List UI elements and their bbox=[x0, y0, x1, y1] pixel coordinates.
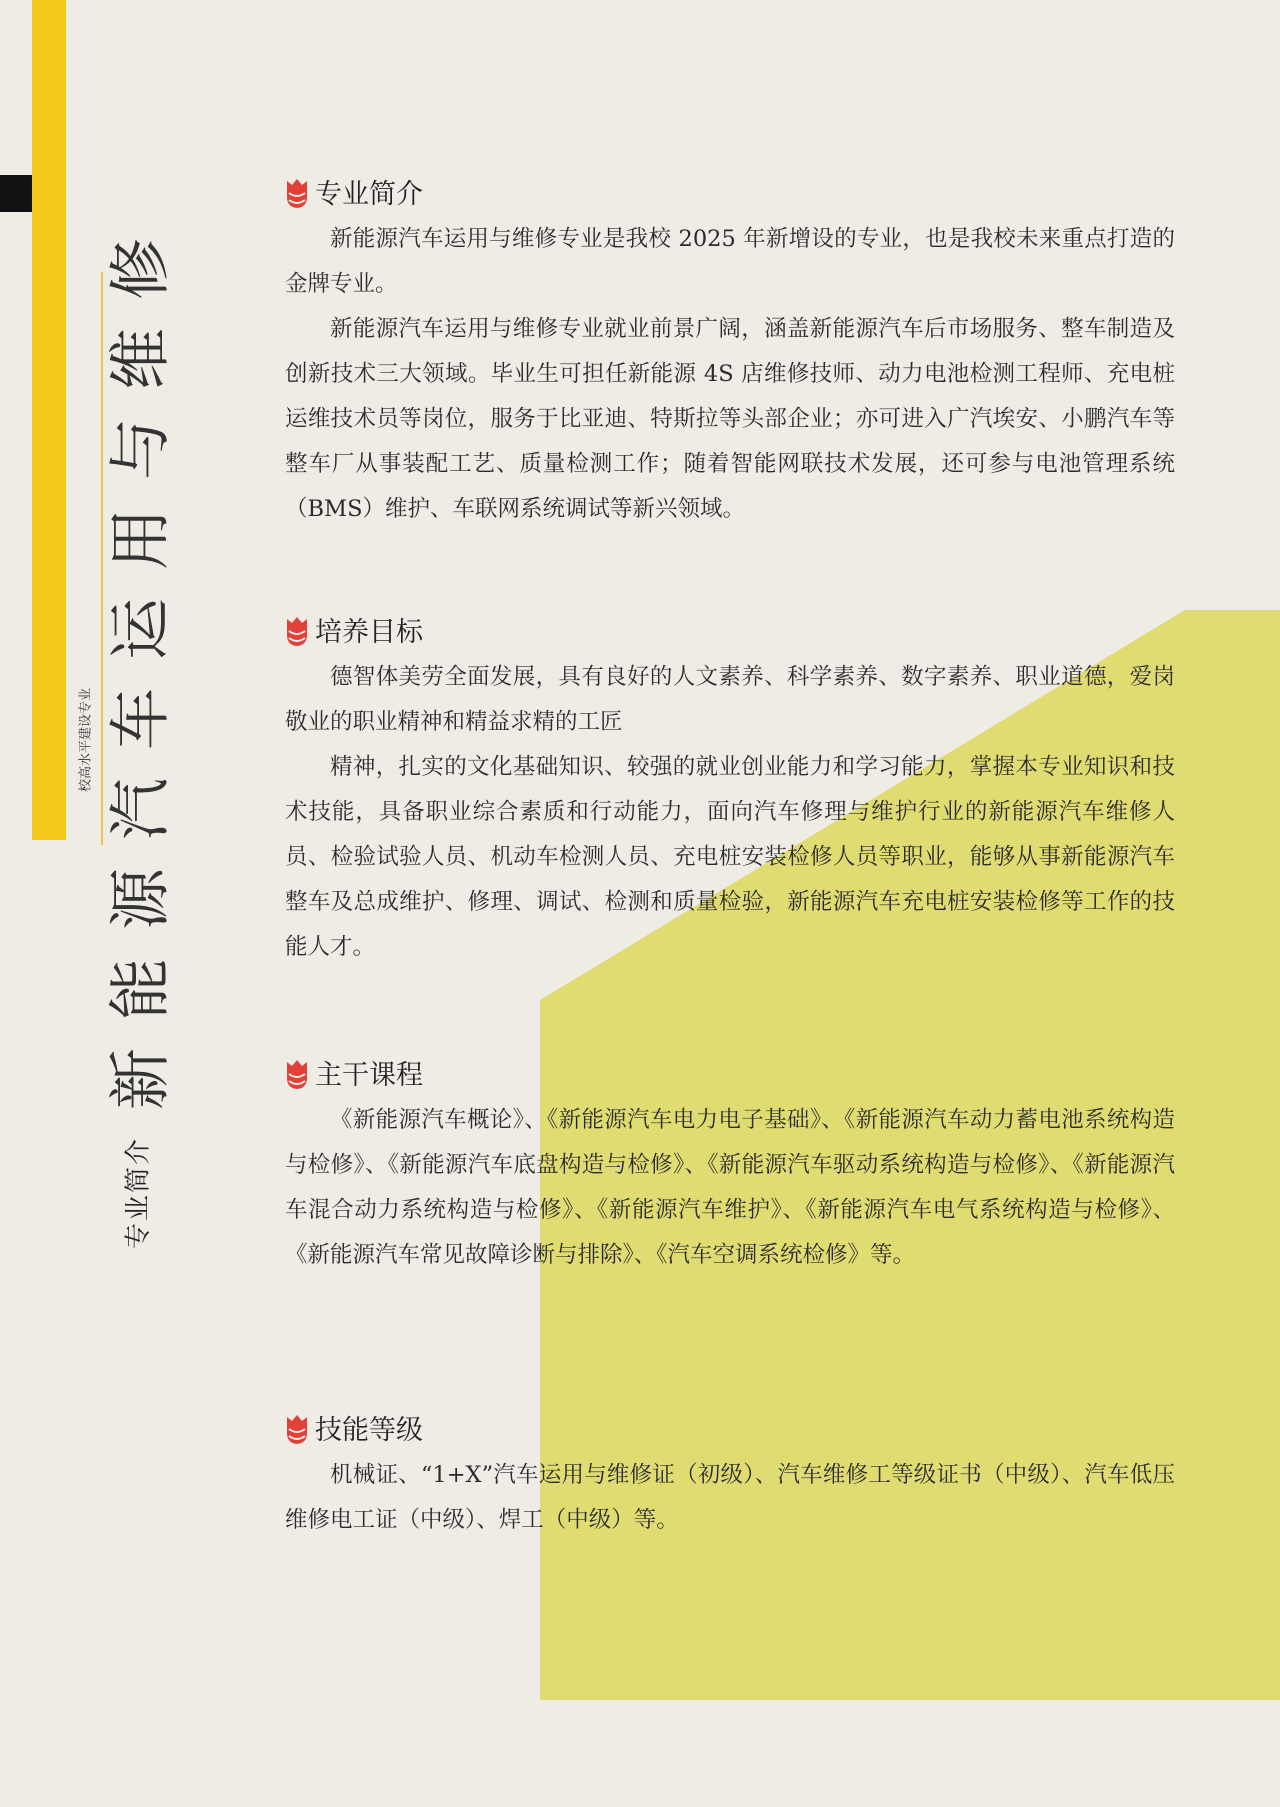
section-heading-text: 专业简介 bbox=[315, 179, 423, 210]
vertical-major-title: 新能源汽车运用与维修 bbox=[103, 209, 177, 1111]
yellow-side-bar bbox=[32, 0, 66, 840]
section bbox=[285, 1053, 1175, 1278]
section-paragraph: 精神，扎实的文化基础知识、较强的就业创业能力和学习能力，掌握本专业知识和技术技能，具备职业综合素质和行动能力，面向汽车修理与维护行业的新能源汽车维修人员、检验试验人员、机动车检测人员、充电桩安装检修人员等职业，能够从事新能源汽车整车及总成维护、修理、调试、检测和质量检验，新能源汽车充电桩安装检修等工作的技能人才。 bbox=[285, 754, 1175, 960]
section bbox=[285, 610, 1175, 970]
tulip-bullet-icon bbox=[285, 613, 309, 647]
vertical-section-label: 专业简介 bbox=[123, 1136, 154, 1250]
section-heading bbox=[285, 1053, 1175, 1092]
section-paragraph: 机械证、“1+X”汽车运用与维修证（初级）、汽车维修工等级证书（中级）、汽车低压维修电工证（中级）、焊工（中级）等。 bbox=[285, 1462, 1175, 1533]
section-heading-text: 主干课程 bbox=[315, 1060, 423, 1091]
section-paragraph: 新能源汽车运用与维修专业是我校 2025 年新增设的专业，也是我校未来重点打造的金牌专业。 bbox=[285, 226, 1175, 297]
section-heading-text: 培养目标 bbox=[315, 617, 423, 648]
section-paragraph: 新能源汽车运用与维修专业就业前景广阔，涵盖新能源汽车后市场服务、整车制造及创新技术三大领域。毕业生可担任新能源 4S 店维修技师、动力电池检测工程师、充电桩运维技术员等岗位，服务于比亚迪、特斯拉等头部企业；亦可进入广汽埃安、小鹏汽车等整车厂从事装配工艺、质量检测工作；随着智能网联技术发展，还可参与电池管理系统（BMS）维护、车联网系统调试等新兴领域。 bbox=[285, 316, 1175, 522]
section-heading-text: 技能等级 bbox=[315, 1415, 423, 1446]
section-heading bbox=[285, 610, 1175, 649]
tulip-bullet-icon bbox=[285, 1411, 309, 1445]
tulip-bullet-icon bbox=[285, 1056, 309, 1090]
vertical-subtitle: 校高水平建设专业 bbox=[78, 687, 94, 793]
section-heading bbox=[285, 1408, 1175, 1447]
section-paragraph: 《新能源汽车概论》、《新能源汽车电力电子基础》、《新能源汽车动力蓄电池系统构造与检修》、《新能源汽车底盘构造与检修》、《新能源汽车驱动系统构造与检修》、《新能源汽车混合动力系统构造与检修》、《新能源汽车维护》、《新能源汽车电气系统构造与检修》、《新能源汽车常见故障诊断与排除》、《汽车空调系统检修》等。 bbox=[285, 1107, 1175, 1268]
black-marker bbox=[0, 175, 32, 212]
section-paragraph: 德智体美劳全面发展，具有良好的人文素养、科学素养、数字素养、职业道德，爱岗敬业的职业精神和精益求精的工匠 bbox=[285, 664, 1175, 735]
section bbox=[285, 1408, 1175, 1543]
tulip-bullet-icon bbox=[285, 175, 309, 209]
section-heading bbox=[285, 172, 1175, 211]
section bbox=[285, 172, 1175, 532]
